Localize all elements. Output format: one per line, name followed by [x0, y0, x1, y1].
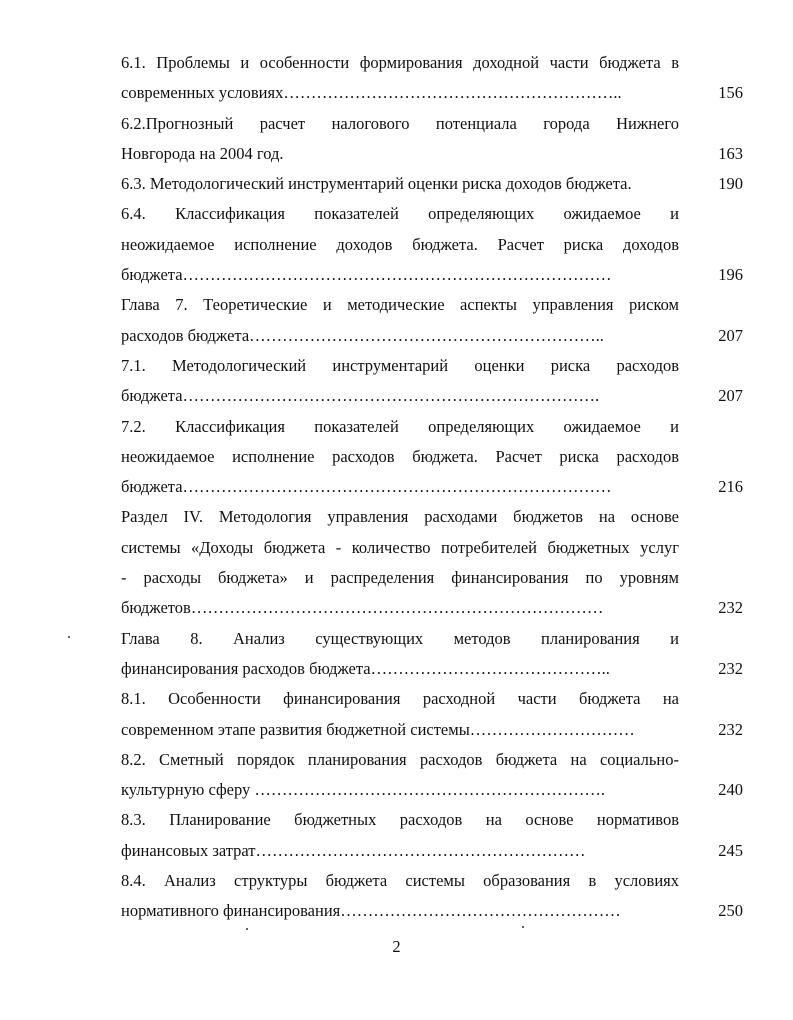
toc-page-number: 190	[718, 174, 743, 194]
toc-entry-text: бюджета………………………………………………………………….	[121, 386, 600, 406]
toc-entry-6-4	[121, 199, 743, 290]
toc-entry-text: 7.1. Методологический инструментарий оценки риска расходов	[121, 355, 679, 375]
toc-entry-text: культурную сферу ……………………………………………………….	[121, 780, 606, 800]
toc-page-number: 232	[718, 658, 743, 678]
toc-entry-text: 6.4. Классификация показателей определяющих ожидаемое и	[121, 204, 679, 224]
toc-entry-text: бюджетов…………………………………………………………………	[121, 598, 604, 618]
toc-entry-text: 6.1. Проблемы и особенности формирования доходной части бюджета в	[121, 53, 679, 72]
scan-speck	[522, 926, 524, 928]
toc-entry-text: неожидаемое исполнение расходов бюджета. Расчет риска расходов	[121, 446, 679, 466]
toc-entry-text: 8.2. Сметный порядок планирования расходов бюджета на социально-	[121, 749, 679, 769]
toc-entry-text: 8.1. Особенности финансирования расходной части бюджета на	[121, 689, 679, 709]
toc-entry-8-4	[121, 866, 743, 927]
toc-entry-text: Раздел IV. Методология управления расходами бюджетов на основе	[121, 507, 679, 527]
toc-page-number: 240	[718, 780, 743, 800]
toc-entry-text: бюджета……………………………………………………………………	[121, 477, 612, 497]
toc-entry-text: неожидаемое исполнение доходов бюджета. Расчет риска доходов	[121, 234, 679, 254]
toc-page-number: 216	[718, 477, 743, 497]
toc-entry-text: Глава 7. Теоретические и методические аспекты управления риском	[121, 295, 679, 315]
toc-entry-6-2	[121, 109, 743, 170]
toc-entry-text: современных условиях……………………………………………………..	[121, 83, 622, 103]
toc-entry-7-1	[121, 351, 743, 412]
toc-entry-7-2	[121, 412, 743, 503]
scan-speck	[246, 928, 248, 930]
toc-entry-text: расходов бюджета………………………………………………………..	[121, 325, 604, 345]
toc-entry-8-1	[121, 684, 743, 745]
toc-page-number: 245	[718, 840, 743, 860]
toc-entry-text: 6.2.Прогнозный расчет налогового потенциала города Нижнего	[121, 113, 679, 133]
toc-entry-text: финансирования расходов бюджета……………………………………..	[121, 658, 610, 678]
page-number-footer: 2	[392, 937, 401, 956]
toc-page-number: 207	[718, 386, 743, 406]
toc-entry-text: - расходы бюджета» и распределения финансирования по уровням	[121, 568, 679, 588]
toc-page-number: 232	[718, 598, 743, 618]
toc-entry-chapter-8	[121, 624, 743, 685]
toc-entry-text: Глава 8. Анализ существующих методов планирования и	[121, 628, 679, 648]
toc-entry-text: Новгорода на 2004 год.	[121, 143, 284, 163]
toc-entry-text: 8.3. Планирование бюджетных расходов на основе нормативов	[121, 810, 679, 830]
toc-entry-text: 8.4. Анализ структуры бюджета системы образования в условиях	[121, 871, 679, 891]
toc-entry-8-3	[121, 805, 743, 866]
toc-entry-8-2	[121, 745, 743, 806]
toc-entry-text: 6.3. Методологический инструментарий оценки риска доходов бюджета.	[121, 174, 632, 194]
toc-entry-text: 7.2. Классификация показателей определяющих ожидаемое и	[121, 416, 679, 436]
toc-entry-chapter-7	[121, 290, 743, 351]
toc-entry-section-iv	[121, 502, 743, 623]
table-of-contents	[121, 48, 743, 927]
toc-page-number: 156	[718, 83, 743, 103]
toc-entry-6-3	[121, 169, 743, 199]
toc-page-number: 232	[718, 719, 743, 739]
toc-page-number: 250	[718, 901, 743, 921]
toc-entry-text: современном этапе развития бюджетной системы…………………………	[121, 719, 635, 739]
toc-entry-text: системы «Доходы бюджета - количество потребителей бюджетных услуг	[121, 537, 679, 557]
scan-speck	[68, 636, 70, 638]
toc-page-number: 196	[718, 265, 743, 285]
toc-entry-text: нормативного финансирования……………………………………………	[121, 901, 621, 921]
toc-page-number: 207	[718, 325, 743, 345]
toc-page-number: 163	[718, 143, 743, 163]
toc-entry-text: финансовых затрат……………………………………………………	[121, 840, 586, 860]
toc-entry-6-1	[121, 48, 743, 109]
toc-entry-text: бюджета……………………………………………………………………	[121, 265, 612, 285]
